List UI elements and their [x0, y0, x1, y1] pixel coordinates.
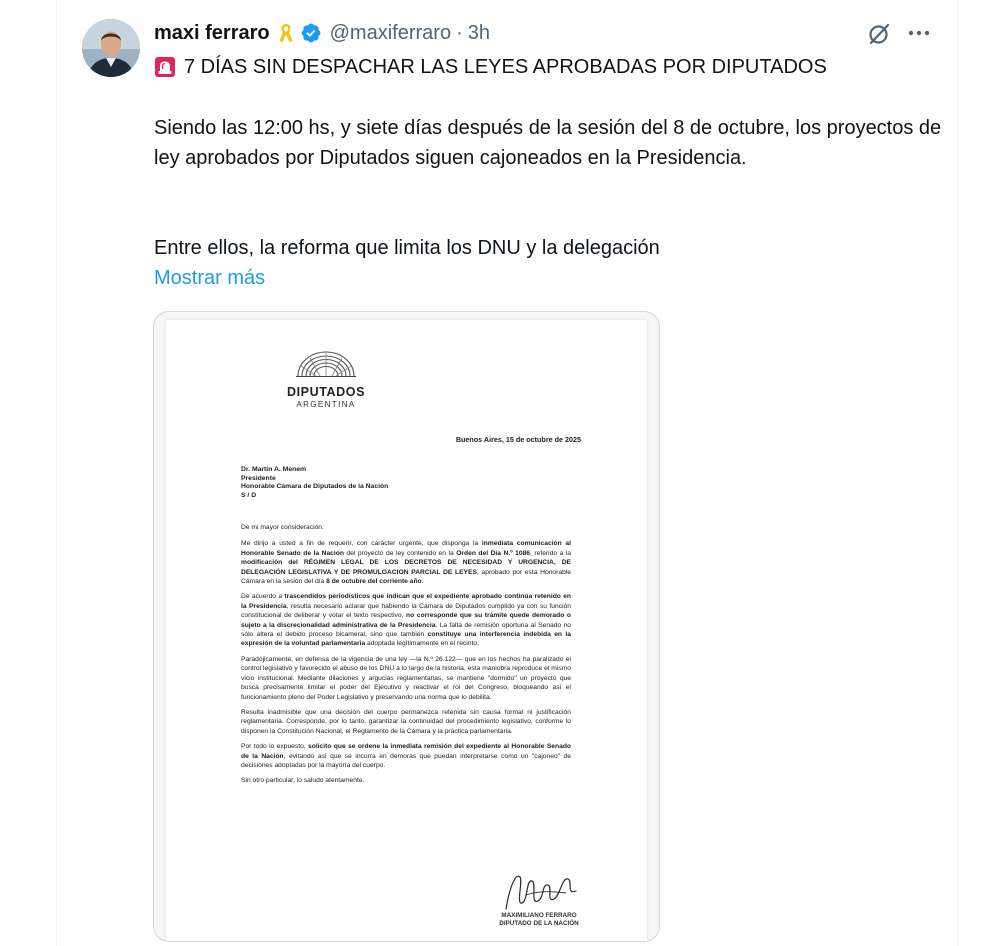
letter-paragraph-5: Por todo lo expuesto, solicito que se ordene la inmediata remisión del expediente al Honorable Senado de la Nación, evitando así que se incurra en demoras que puedan interpretarse como un "cajoneo" de decisiones adoptadas por la mayoría del cuerpo.: [241, 743, 571, 769]
tweet-header: [154, 20, 490, 46]
letter-body: [241, 523, 571, 792]
author-name[interactable]: maxi ferraro: [154, 21, 270, 44]
letter-closing: Sin otro particular, lo saludo atentamente.: [241, 777, 365, 785]
show-more-link[interactable]: Mostrar más: [154, 267, 266, 289]
author-avatar[interactable]: [82, 19, 140, 77]
headline-text: 7 DÍAS SIN DESPACHAR LAS LEYES APROBADAS POR DIPUTADOS: [184, 56, 827, 78]
more-options-icon[interactable]: [906, 22, 932, 44]
logo-title: DIPUTADOS: [286, 385, 366, 399]
timeline-border-left: [56, 0, 57, 946]
addressee-line: Presidente: [241, 474, 276, 482]
tweet-media-image[interactable]: [153, 311, 660, 942]
addressee-line: Dr. Martín A. Menem: [241, 466, 307, 473]
letter-paragraph-3: Paradójicamente, en defensa de la vigencia de una ley —la N.º 26.122— que en los hechos ha paralizado el control legislativo y favorecido el abuso de los DNU a lo largo de la historia, esta maniobra reproduce el mismo vicio institucional. Mediante dilaciones y argucias reglamentarias, se mantiene "dormido" un proyecto que busca precisamente limitar el poder del Ejecutivo y reactivar el rol del Congreso, bloqueando así el funcionamiento pleno del Poder Legislativo y preservando una norma que lo debilita.: [241, 655, 571, 701]
tweet-timestamp[interactable]: 3h: [467, 21, 490, 44]
tweet-text-paragraph-1: Siendo las 12:00 hs, y siete días después de la sesión del 8 de octubre, los proyectos de ley aprobados por Diputados siguen cajoneados en la Presidencia.: [154, 117, 942, 169]
diputados-logo: [266, 348, 386, 409]
letter-paragraph-4: Resulta inadmisible que una decisión del cuerpo permanezca retenida sin causa formal ni justificación reglamentaria. Corresponde, por lo tanto, garantizar la continuidad del procedimiento legislativo, conforme lo disponen la Constitución Nacional, el Reglamento de la Cámara y la práctica parlamentaria.: [241, 708, 571, 735]
congress-emblem-icon: [294, 348, 358, 378]
header-separator: ·: [456, 21, 463, 44]
letter-paragraph-2: De acuerdo a trascendidos periodísticos que indican que el expediente aprobado continúa retenido en la Presidencia, resulta necesario aclarar que habiendo la Cámara de Diputados cumplido ya con su función constitucional de deliberar y votar el texto respectivo, no corresponde que su trámite quede demorado o sujeto a la discrecionalidad administrativa de la Presidencia. La falta de remisión oportuna al Senado no sólo altera el debido proceso bicameral, sino que también constituye una interferencia indebida en la expresión de la voluntad parlamentaria adoptada legítimamente en el recinto.: [241, 593, 571, 648]
signature-caption: [496, 912, 582, 928]
signer-name: MAXIMILIANO FERRARO: [501, 912, 577, 919]
addressee-line: S / D: [241, 491, 257, 499]
author-handle[interactable]: @maxiferraro: [329, 21, 452, 44]
tweet-text-paragraph-2: Entre ellos, la reforma que limita los DNU y la delegación: [154, 237, 660, 259]
siren-emoji-icon: [154, 56, 176, 78]
verified-badge-icon[interactable]: [300, 22, 322, 44]
grok-icon[interactable]: [866, 21, 892, 47]
addressee-line: Honorable Cámara de Diputados de la Nación: [241, 483, 389, 491]
signer-title: DIPUTADO DE LA NACIÓN: [499, 920, 579, 927]
avatar-image: [82, 19, 140, 77]
timeline-border-right: [957, 0, 958, 946]
logo-country: ARGENTINA: [296, 400, 356, 409]
letter-salutation: De mi mayor consideración:: [241, 524, 324, 531]
tweet-headline: [154, 52, 944, 82]
letter-addressee: [241, 466, 388, 500]
document-page: [166, 320, 647, 941]
yellow-ribbon-icon: [278, 22, 294, 44]
letter-date: Buenos Aires, 15 de octubre de 2025: [455, 435, 581, 444]
letter-paragraph-1: Me dirijo a usted a fin de requerir, con carácter urgente, que disponga la inmediata comunicación al Honorable Senado de la Nación del proyecto de ley contenido en la Orden del Día N.º 1086, referido a la modificación del RÉGIMEN LEGAL DE LOS DECRETOS DE NECESIDAD Y URGENCIA, DE DELEGACIÓN LEGISLATIVA Y DE PROMULGACION PARCIAL DE LEYES, aprobado por esta Honorable Cámara en la sesión del día 8 de octubre del corriente año.: [241, 540, 572, 586]
